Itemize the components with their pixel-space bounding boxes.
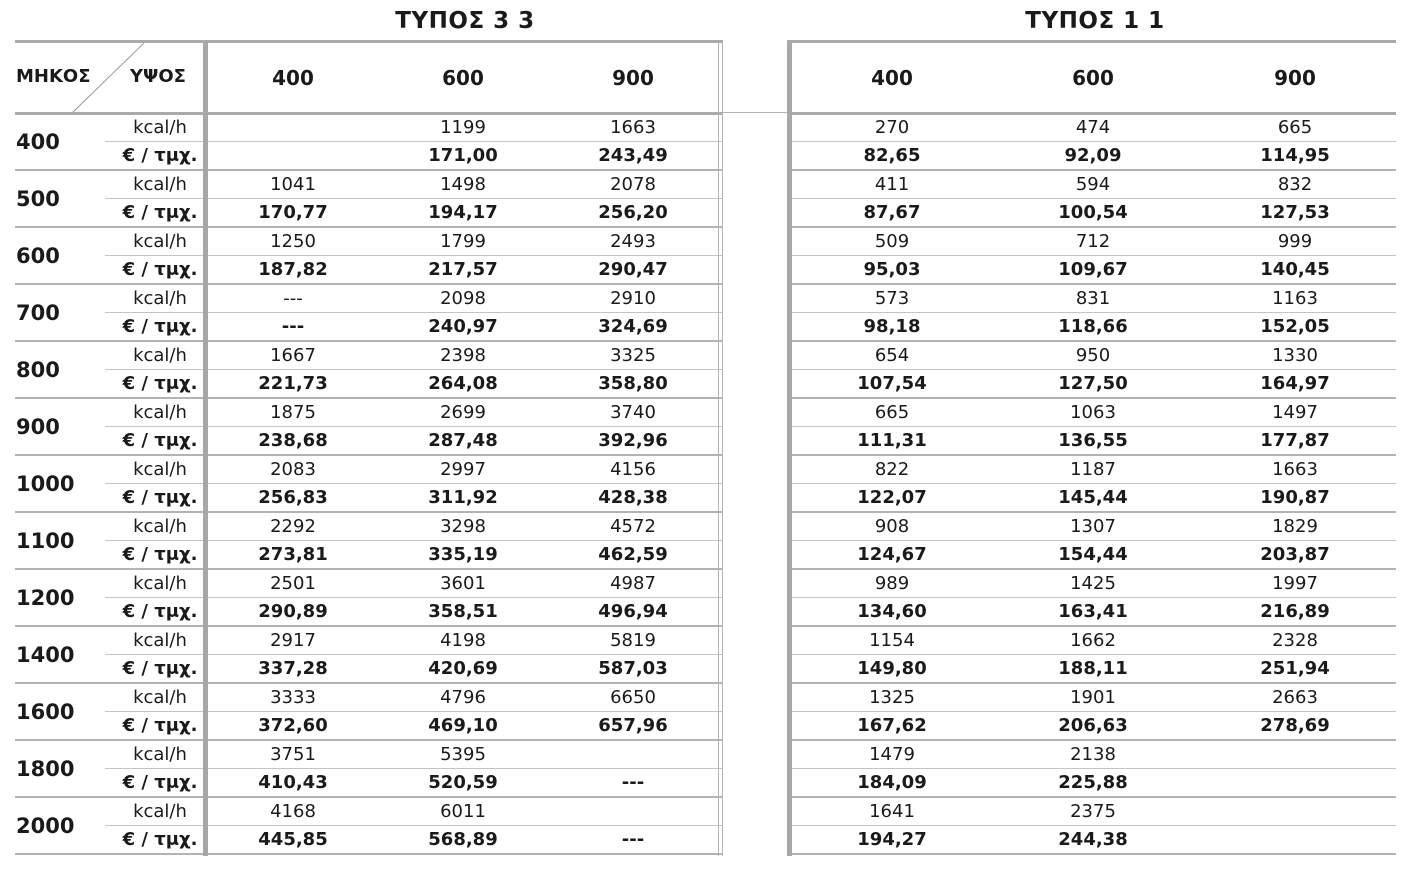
cell-t11-kcal: 2328 (1272, 630, 1318, 651)
cell-t33-kcal: 2699 (440, 402, 486, 423)
cell-t11-price: 251,94 (1260, 658, 1330, 679)
cell-t11-price: 188,11 (1058, 658, 1128, 679)
cell-t11-kcal: 270 (874, 117, 910, 138)
cell-t11-kcal: 1154 (869, 630, 915, 651)
cell-t11-kcal: 1425 (1070, 573, 1116, 594)
cell-t33-kcal: 4987 (610, 573, 656, 594)
group-title-type-33: ΤΥΠΟΣ 3 3 (395, 8, 535, 34)
unit-kcal-label: kcal/h (133, 288, 187, 309)
cell-t11-kcal: 594 (1075, 174, 1111, 195)
cell-t33-price: 187,82 (258, 259, 328, 280)
cell-t33-price: --- (621, 772, 645, 793)
cell-t11-kcal: 999 (1277, 231, 1313, 252)
unit-price-label: € / τμχ. (122, 430, 198, 451)
cell-t33-kcal: 3751 (270, 744, 316, 765)
unit-kcal-label: kcal/h (133, 687, 187, 708)
unit-kcal-label: kcal/h (133, 573, 187, 594)
gap-header-rule (723, 112, 787, 113)
row-length-label: 600 (16, 244, 60, 268)
unit-price-label: € / τμχ. (122, 202, 198, 223)
cell-t33-price: 171,00 (428, 145, 498, 166)
cell-t33-kcal: 2098 (440, 288, 486, 309)
cell-t11-kcal: 1662 (1070, 630, 1116, 651)
cell-t11-kcal (1225, 741, 1365, 769)
row-length-label: 1000 (16, 472, 75, 496)
cell-t11-kcal: 1307 (1070, 516, 1116, 537)
cell-t11-price: 114,95 (1260, 145, 1330, 166)
cell-t33-kcal: 4156 (610, 459, 656, 480)
cell-t11-price: 118,66 (1058, 316, 1128, 337)
gap-left-rule (718, 42, 719, 856)
cell-t11-price: 127,50 (1058, 373, 1128, 394)
row-length-label: 400 (16, 130, 60, 154)
unit-price-label: € / τμχ. (122, 658, 198, 679)
col-head-t33-900: 900 (612, 66, 654, 90)
cell-t33-kcal: 5819 (610, 630, 656, 651)
height-header-label: ΥΨΟΣ (130, 66, 186, 87)
cell-t11-kcal: 665 (1277, 117, 1313, 138)
cell-t33-kcal: 1250 (270, 231, 316, 252)
table-top-rule (15, 40, 1396, 43)
cell-t33-price: 428,38 (598, 487, 668, 508)
cell-t33-price: 311,92 (428, 487, 498, 508)
cell-t11-price: 100,54 (1058, 202, 1128, 223)
cell-t11-price: 107,54 (857, 373, 927, 394)
cell-t11-kcal: 1330 (1272, 345, 1318, 366)
unit-kcal-label: kcal/h (133, 516, 187, 537)
cell-t33-kcal: 3298 (440, 516, 486, 537)
cell-t11-kcal: 654 (874, 345, 910, 366)
row-length-label: 1600 (16, 700, 75, 724)
cell-t11-price: 98,18 (863, 316, 921, 337)
cell-t33-price: 217,57 (428, 259, 498, 280)
cell-t33-price: 445,85 (258, 829, 328, 850)
unit-price-label: € / τμχ. (122, 829, 198, 850)
cell-t33-price: --- (621, 829, 645, 850)
cell-t33-kcal: 6650 (610, 687, 656, 708)
cell-t11-kcal: 2138 (1070, 744, 1116, 765)
row-length-label: 1100 (16, 529, 75, 553)
cell-t33-price: 358,51 (428, 601, 498, 622)
cell-t11-price: 177,87 (1260, 430, 1330, 451)
cell-t11-kcal: 1163 (1272, 288, 1318, 309)
cell-t33-kcal (563, 798, 703, 826)
cell-t33-kcal: 1667 (270, 345, 316, 366)
cell-t11-price: 82,65 (863, 145, 921, 166)
cell-t33-price: 256,83 (258, 487, 328, 508)
cell-t11-price: 136,55 (1058, 430, 1128, 451)
cell-t11-kcal: 573 (874, 288, 910, 309)
cell-t11-price: 190,87 (1260, 487, 1330, 508)
cell-t33-kcal: 5395 (440, 744, 486, 765)
cell-t11-kcal: 2663 (1272, 687, 1318, 708)
cell-t33-price: 420,69 (428, 658, 498, 679)
cell-t11-kcal: 2375 (1070, 801, 1116, 822)
cell-t33-price: 372,60 (258, 715, 328, 736)
cell-t33-price: 568,89 (428, 829, 498, 850)
unit-kcal-label: kcal/h (133, 744, 187, 765)
cell-t33-kcal: 1199 (440, 117, 486, 138)
cell-t33-price: 240,97 (428, 316, 498, 337)
corner-diagonal-line (72, 43, 147, 113)
unit-kcal-label: kcal/h (133, 801, 187, 822)
group-gap (723, 40, 787, 860)
cell-t33-price: 337,28 (258, 658, 328, 679)
cell-t11-kcal: 1997 (1272, 573, 1318, 594)
cell-t11-price: 109,67 (1058, 259, 1128, 280)
unit-price-label: € / τμχ. (122, 373, 198, 394)
col-head-t11-400: 400 (871, 66, 913, 90)
group-title-type-11: ΤΥΠΟΣ 1 1 (1025, 8, 1165, 34)
cell-t33-price: 287,48 (428, 430, 498, 451)
cell-t33-kcal: 2078 (610, 174, 656, 195)
unit-price-label: € / τμχ. (122, 772, 198, 793)
cell-t33-price: 469,10 (428, 715, 498, 736)
row-length-label: 1400 (16, 643, 75, 667)
cell-t11-kcal: 950 (1075, 345, 1111, 366)
cell-t33-price: 324,69 (598, 316, 668, 337)
length-header-label: ΜΗΚΟΣ (16, 66, 91, 87)
cell-t33-kcal: 3325 (610, 345, 656, 366)
cell-t33-kcal: 4572 (610, 516, 656, 537)
cell-t11-price: 95,03 (863, 259, 921, 280)
unit-kcal-label: kcal/h (133, 174, 187, 195)
cell-t33-kcal: 2083 (270, 459, 316, 480)
cell-t11-kcal: 1663 (1272, 459, 1318, 480)
cell-t33-price: 410,43 (258, 772, 328, 793)
cell-t11-kcal: 1641 (869, 801, 915, 822)
unit-kcal-label: kcal/h (133, 345, 187, 366)
cell-t33-price: 170,77 (258, 202, 328, 223)
cell-t11-kcal: 1063 (1070, 402, 1116, 423)
cell-t33-price: 238,68 (258, 430, 328, 451)
cell-t11-price: 167,62 (857, 715, 927, 736)
cell-t33-price: 256,20 (598, 202, 668, 223)
cell-t33-price: 290,47 (598, 259, 668, 280)
unit-price-label: € / τμχ. (122, 145, 198, 166)
row-length-label: 500 (16, 187, 60, 211)
cell-t11-price (1225, 769, 1365, 797)
cell-t11-price: 152,05 (1260, 316, 1330, 337)
cell-t33-price: 290,89 (258, 601, 328, 622)
cell-t33-price: 520,59 (428, 772, 498, 793)
cell-t33-kcal: 3601 (440, 573, 486, 594)
cell-t11-kcal: 509 (874, 231, 910, 252)
unit-kcal-label: kcal/h (133, 402, 187, 423)
cell-t33-price: 462,59 (598, 544, 668, 565)
cell-t11-kcal: 1479 (869, 744, 915, 765)
cell-t33-kcal: 4796 (440, 687, 486, 708)
cell-t33-price: 392,96 (598, 430, 668, 451)
cell-t33-price: 273,81 (258, 544, 328, 565)
cell-t33-kcal: 2917 (270, 630, 316, 651)
cell-t11-price: 111,31 (857, 430, 927, 451)
cell-t11-price: 163,41 (1058, 601, 1128, 622)
cell-t11-price: 145,44 (1058, 487, 1128, 508)
cell-t33-price: 496,94 (598, 601, 668, 622)
cell-t33-kcal: 3333 (270, 687, 316, 708)
cell-t33-kcal: 1663 (610, 117, 656, 138)
cell-t33-kcal: 4198 (440, 630, 486, 651)
cell-t33-kcal: 2493 (610, 231, 656, 252)
col-head-t11-600: 600 (1072, 66, 1114, 90)
cell-t33-kcal: 6011 (440, 801, 486, 822)
cell-t11-price: 92,09 (1064, 145, 1122, 166)
cell-t33-price: 264,08 (428, 373, 498, 394)
cell-t11-price: 134,60 (857, 601, 927, 622)
cell-t33-kcal: 4168 (270, 801, 316, 822)
cell-t11-kcal: 1901 (1070, 687, 1116, 708)
unit-price-label: € / τμχ. (122, 544, 198, 565)
cell-t11-kcal: 822 (874, 459, 910, 480)
cell-t11-price: 244,38 (1058, 829, 1128, 850)
cell-t11-kcal: 831 (1075, 288, 1111, 309)
cell-t33-price: 657,96 (598, 715, 668, 736)
cell-t11-price: 194,27 (857, 829, 927, 850)
unit-price-label: € / τμχ. (122, 316, 198, 337)
cell-t11-price: 140,45 (1260, 259, 1330, 280)
row-length-label: 2000 (16, 814, 75, 838)
group-separator (787, 42, 792, 856)
unit-kcal-label: kcal/h (133, 117, 187, 138)
cell-t11-price: 127,53 (1260, 202, 1330, 223)
cell-t11-price: 216,89 (1260, 601, 1330, 622)
unit-price-label: € / τμχ. (122, 259, 198, 280)
cell-t11-price: 87,67 (863, 202, 921, 223)
cell-t33-kcal: --- (283, 288, 303, 309)
gap-edge-rule (722, 42, 723, 856)
cell-t33-price: 587,03 (598, 658, 668, 679)
cell-t33-kcal (563, 741, 703, 769)
cell-t11-kcal: 1829 (1272, 516, 1318, 537)
cell-t33-price: 243,49 (598, 145, 668, 166)
cell-t11-price: 184,09 (857, 772, 927, 793)
cell-t33-price: 221,73 (258, 373, 328, 394)
cell-t33-kcal: 1799 (440, 231, 486, 252)
cell-t11-kcal: 832 (1277, 174, 1313, 195)
cell-t33-kcal: 1041 (270, 174, 316, 195)
cell-t11-kcal: 712 (1075, 231, 1111, 252)
col-head-t11-900: 900 (1274, 66, 1316, 90)
cell-t33-price (223, 142, 363, 170)
cell-t33-kcal (223, 114, 363, 142)
cell-t33-kcal: 1498 (440, 174, 486, 195)
cell-t33-kcal: 2398 (440, 345, 486, 366)
cell-t33-kcal: 3740 (610, 402, 656, 423)
cell-t33-price: 335,19 (428, 544, 498, 565)
col-head-t33-600: 600 (442, 66, 484, 90)
cell-t33-price: 358,80 (598, 373, 668, 394)
unit-price-label: € / τμχ. (122, 601, 198, 622)
cell-t11-price: 154,44 (1058, 544, 1128, 565)
cell-t11-price: 149,80 (857, 658, 927, 679)
cell-t11-kcal: 989 (874, 573, 910, 594)
cell-t11-kcal: 665 (874, 402, 910, 423)
cell-t33-kcal: 2501 (270, 573, 316, 594)
cell-t11-price: 278,69 (1260, 715, 1330, 736)
cell-t11-kcal: 1325 (869, 687, 915, 708)
cell-t11-kcal (1225, 798, 1365, 826)
unit-price-label: € / τμχ. (122, 715, 198, 736)
unit-price-label: € / τμχ. (122, 487, 198, 508)
cell-t11-kcal: 908 (874, 516, 910, 537)
cell-t11-price: 206,63 (1058, 715, 1128, 736)
cell-t11-price: 124,67 (857, 544, 927, 565)
row-length-label: 700 (16, 301, 60, 325)
cell-t33-kcal: 1875 (270, 402, 316, 423)
unit-kcal-label: kcal/h (133, 459, 187, 480)
cell-t11-price: 225,88 (1058, 772, 1128, 793)
cell-t11-price: 164,97 (1260, 373, 1330, 394)
unit-kcal-label: kcal/h (133, 630, 187, 651)
left-column-separator (203, 42, 208, 856)
row-length-label: 900 (16, 415, 60, 439)
cell-t11-kcal: 1187 (1070, 459, 1116, 480)
cell-t33-kcal: 2910 (610, 288, 656, 309)
cell-t33-price: 194,17 (428, 202, 498, 223)
col-head-t33-400: 400 (272, 66, 314, 90)
cell-t11-price: 122,07 (857, 487, 927, 508)
cell-t11-price: 203,87 (1260, 544, 1330, 565)
row-length-label: 800 (16, 358, 60, 382)
cell-t11-kcal: 411 (874, 174, 910, 195)
row-length-label: 1800 (16, 757, 75, 781)
cell-t33-price: --- (281, 316, 305, 337)
row-length-label: 1200 (16, 586, 75, 610)
unit-kcal-label: kcal/h (133, 231, 187, 252)
cell-t11-kcal: 474 (1075, 117, 1111, 138)
cell-t33-kcal: 2292 (270, 516, 316, 537)
cell-t33-kcal: 2997 (440, 459, 486, 480)
cell-t11-price (1225, 826, 1365, 854)
cell-t11-kcal: 1497 (1272, 402, 1318, 423)
